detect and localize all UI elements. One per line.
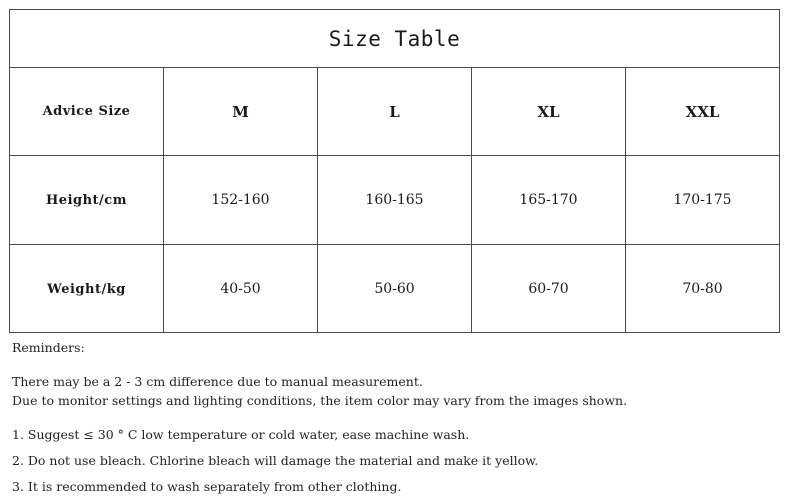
- measurement-note: There may be a 2 - 3 cm difference due to manual measurement.: [12, 374, 423, 389]
- height-m-cell: 152-160: [164, 156, 318, 245]
- height-l-cell: 160-165: [318, 156, 472, 245]
- table-title: Size Table: [10, 10, 779, 68]
- size-m-header: M: [164, 68, 318, 156]
- size-xxl-header: XXL: [626, 68, 779, 156]
- care-item-1: 1. Suggest ≤ 30 ° C low temperature or cold water, ease machine wash.: [12, 427, 470, 442]
- size-xl-header: XL: [472, 68, 626, 156]
- weight-m-cell: 40-50: [164, 245, 318, 333]
- size-table: [9, 9, 780, 333]
- height-label: Height/cm: [10, 156, 164, 245]
- weight-xxl-cell: 70-80: [682, 281, 723, 297]
- height-xxl-cell: 170-175: [626, 156, 779, 245]
- size-grid: [10, 68, 779, 333]
- weight-label: Weight/kg: [10, 245, 164, 333]
- advice-size-label: Advice Size: [10, 68, 164, 156]
- weight-xl-cell: 60-70: [472, 245, 626, 333]
- reminders-heading: Reminders:: [12, 340, 85, 355]
- care-item-2: 2. Do not use bleach. Chlorine bleach will damage the material and make it yellow.: [12, 453, 539, 468]
- weight-l-cell: 50-60: [318, 245, 472, 333]
- color-note: Due to monitor settings and lighting conditions, the item color may vary from the images shown.: [12, 393, 628, 408]
- care-item-3: 3. It is recommended to wash separately from other clothing.: [12, 479, 402, 494]
- size-l-header: L: [318, 68, 472, 156]
- height-xl-cell: 165-170: [472, 156, 626, 245]
